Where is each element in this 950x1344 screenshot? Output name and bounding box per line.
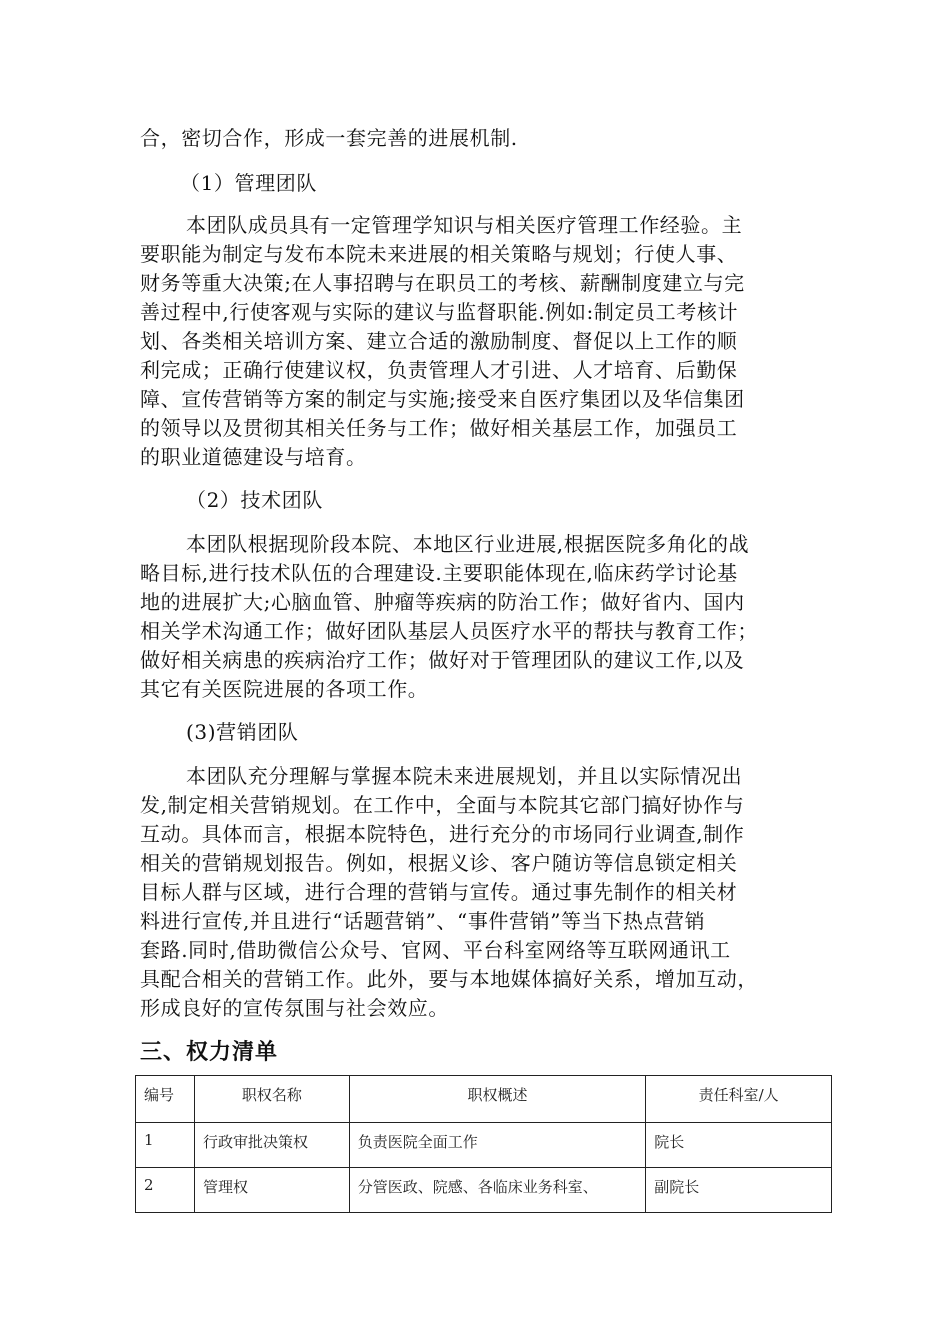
paragraph-line: 互动。具体而言，根据本院特色，进行充分的市场同行业调查,制作: [140, 822, 745, 846]
subheading-marketing-team: (3)营销团队: [186, 720, 299, 744]
paragraph-line: 的领导以及贯彻其相关任务与工作；做好相关基层工作，加强员工: [140, 416, 738, 440]
table-header-cell: 编号: [136, 1076, 195, 1123]
paragraph-line: 利完成；正确行使建议权，负责管理人才引进、人才培育、后勤保: [140, 358, 738, 382]
paragraph-line: 合，密切合作，形成一套完善的进展机制.: [140, 126, 518, 150]
paragraph-line: 障、宣传营销等方案的制定与实施;接受来自医疗集团以及华信集团: [140, 387, 745, 411]
paragraph-line: 料进行宣传,并且进行“话题营销”、“事件营销”等当下热点营销: [140, 909, 706, 933]
paragraph-line: 本团队成员具有一定管理学知识与相关医疗管理工作经验。主: [186, 213, 743, 237]
table-cell: 副院长: [646, 1168, 832, 1213]
section-heading: 三、权力清单: [140, 1040, 279, 1065]
table-cell: 负责医院全面工作: [349, 1123, 646, 1168]
table-row: [136, 1123, 832, 1168]
paragraph-line: 的职业道德建设与培育。: [140, 445, 367, 469]
paragraph-line: 做好相关病患的疾病治疗工作；做好对于管理团队的建议工作,以及: [140, 648, 745, 672]
paragraph-line: 划、各类相关培训方案、建立合适的激励制度、督促以上工作的顺: [140, 329, 738, 353]
table-header-row: [136, 1076, 832, 1123]
table-row: [136, 1168, 832, 1213]
paragraph-line: 要职能为制定与发布本院未来进展的相关策略与规划；行使人事、: [140, 242, 738, 266]
paragraph-line: 目标人群与区域，进行合理的营销与宣传。通过事先制作的相关材: [140, 880, 738, 904]
table-cell: 分管医政、院感、各临床业务科室、: [349, 1168, 646, 1213]
paragraph-line: 套路.同时,借助微信公众号、官网、平台科室网络等互联网通讯工: [140, 938, 731, 962]
paragraph-line: 相关学术沟通工作；做好团队基层人员医疗水平的帮扶与教育工作；: [140, 619, 758, 643]
paragraph-line: 相关的营销规划报告。例如，根据义诊、客户随访等信息锁定相关: [140, 851, 738, 875]
paragraph-line: 其它有关医院进展的各项工作。: [140, 677, 429, 701]
paragraph-line: 地的进展扩大;心脑血管、肿瘤等疾病的防治工作；做好省内、国内: [140, 590, 745, 614]
paragraph-line: 略目标,进行技术队伍的合理建设.主要职能体现在,临床药学讨论基: [140, 561, 738, 585]
table-cell: 行政审批决策权: [194, 1123, 349, 1168]
paragraph-line: 本团队根据现阶段本院、本地区行业进展,根据医院多角化的战: [186, 532, 750, 556]
table-cell: 1: [136, 1123, 195, 1168]
paragraph-line: 形成良好的宣传氛围与社会效应。: [140, 996, 449, 1020]
table-cell: 院长: [646, 1123, 832, 1168]
table-header-cell: 职权名称: [194, 1076, 349, 1123]
rights-table: [135, 1075, 832, 1213]
paragraph-line: 发,制定相关营销规划。在工作中，全面与本院其它部门搞好协作与: [140, 793, 745, 817]
paragraph-line: 具配合相关的营销工作。此外，要与本地媒体搞好关系，增加互动，: [140, 967, 758, 991]
paragraph-line: 财务等重大决策;在人事招聘与在职员工的考核、薪酬制度建立与完: [140, 271, 745, 295]
table-cell: 2: [136, 1168, 195, 1213]
paragraph-line: 善过程中,行使客观与实际的建议与监督职能.例如:制定员工考核计: [140, 300, 739, 324]
table-cell: 管理权: [194, 1168, 349, 1213]
subheading-technical-team: （2）技术团队: [186, 488, 323, 512]
subheading-management-team: （1）管理团队: [180, 171, 317, 195]
table-header-cell: 职权概述: [349, 1076, 646, 1123]
paragraph-line: 本团队充分理解与掌握本院未来进展规划，并且以实际情况出: [186, 764, 743, 788]
table-header-cell: 责任科室/人: [646, 1076, 832, 1123]
